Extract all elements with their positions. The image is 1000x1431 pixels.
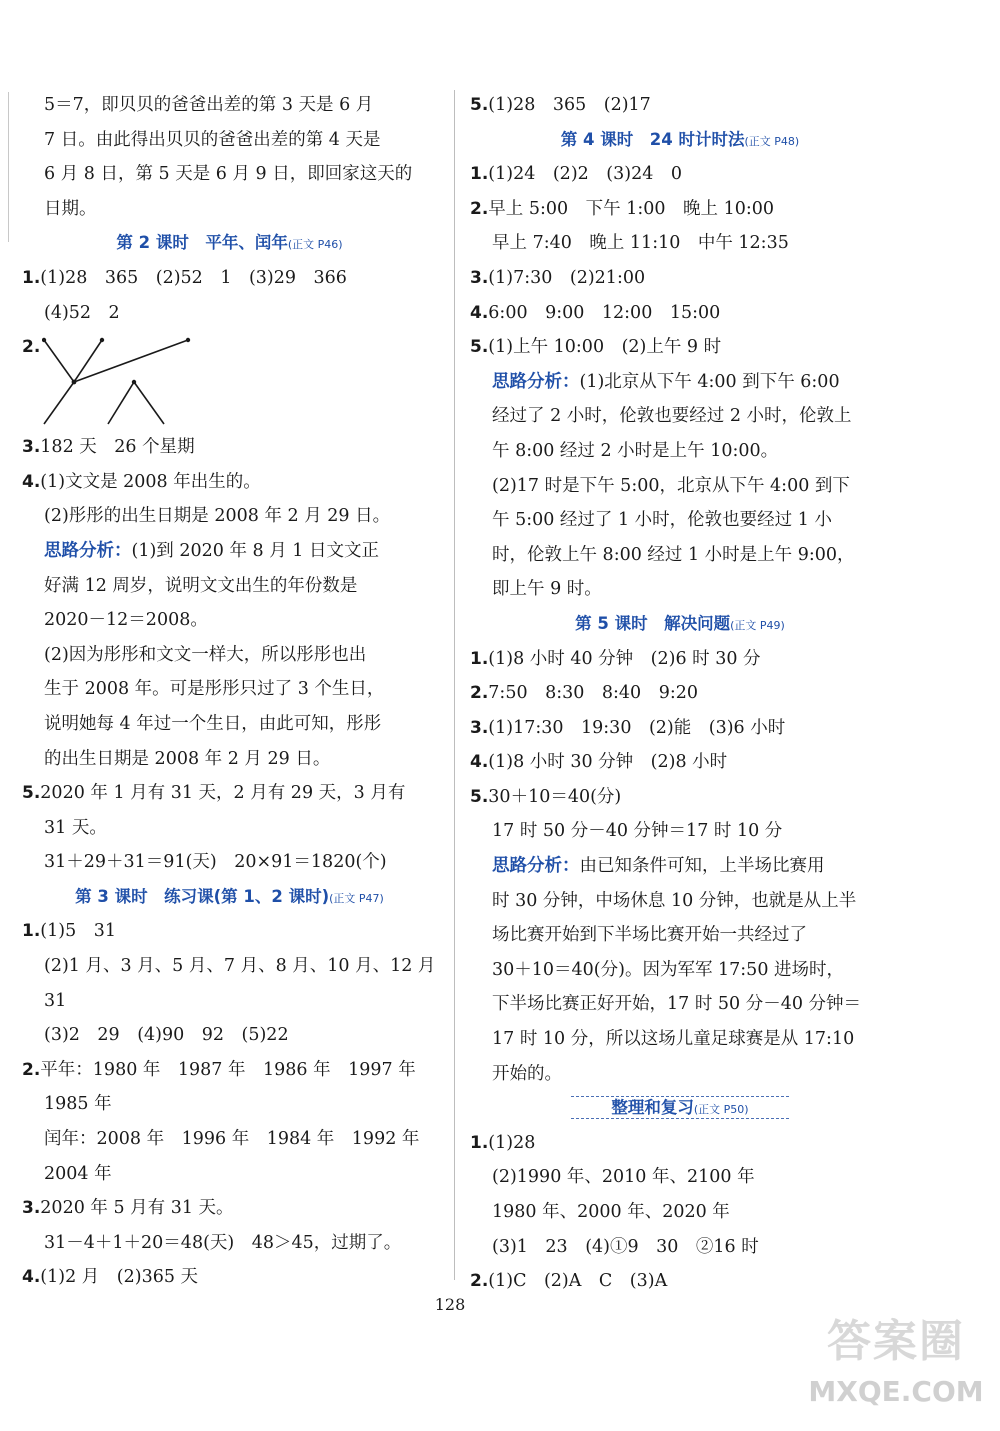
section-heading-lesson-5 bbox=[470, 607, 890, 642]
heading-title: 第 5 课时 解决问题 bbox=[575, 613, 731, 633]
answer-line bbox=[22, 430, 437, 465]
analysis-line: 场比赛开始到下半场比赛开始一共经过了 bbox=[492, 925, 807, 946]
analysis-line: 的出生日期是 2008 年 2 月 29 日。 bbox=[44, 748, 331, 769]
heading-title: 第 4 课时 24 时计时法 bbox=[560, 129, 745, 149]
question-number: 1. bbox=[22, 921, 41, 942]
question-number: 3. bbox=[22, 1198, 41, 1219]
question-number: 4. bbox=[470, 302, 489, 323]
diagram-line bbox=[134, 382, 164, 424]
watermark-logo bbox=[806, 1305, 986, 1425]
left-column bbox=[22, 88, 437, 1295]
answer-text: (1)28 365 (2)17 bbox=[488, 95, 651, 115]
page-number: 128 bbox=[434, 1295, 466, 1314]
answer-line bbox=[22, 776, 437, 811]
diagram-dot bbox=[100, 338, 104, 342]
heading-ref: (正文 P47) bbox=[329, 891, 384, 905]
answer-line: (2)1 月、3 月、5 月、7 月、8 月、10 月、12 月 bbox=[44, 956, 436, 977]
diagram-line bbox=[44, 340, 74, 382]
analysis-line: 时，伦敦上午 8:00 经过 1 小时是上午 9:00， bbox=[492, 544, 855, 565]
column-divider bbox=[454, 90, 455, 1280]
analysis-text: (1)北京从下午 4:00 到下午 6:00 bbox=[579, 371, 840, 392]
diagram-line bbox=[108, 382, 134, 424]
answer-line bbox=[470, 642, 890, 677]
answer-line: 17 时 50 分－40 分钟＝17 时 10 分 bbox=[492, 821, 783, 842]
analysis-line: 30＋10＝40(分)。因为军军 17:50 进场时， bbox=[492, 959, 845, 980]
analysis-line: 好满 12 周岁，说明文文出生的年份数是 bbox=[44, 575, 358, 596]
answer-text: (1)28 bbox=[488, 1132, 536, 1153]
diagram-dot bbox=[186, 338, 190, 342]
answer-text: (1)上午 10:00 (2)上午 9 时 bbox=[488, 337, 722, 358]
analysis-line: 2020－12＝2008。 bbox=[44, 610, 208, 631]
question-number: 2. bbox=[470, 1271, 489, 1292]
answer-text: 2020 年 1 月有 31 天，2 月有 29 天，3 月有 bbox=[40, 783, 406, 804]
answer-line bbox=[22, 914, 437, 949]
analysis-line: 开始的。 bbox=[492, 1063, 562, 1084]
heading-title: 第 3 课时 练习课(第 1、2 课时) bbox=[75, 886, 330, 906]
analysis-label: 思路分析： bbox=[492, 856, 580, 877]
analysis-line: 经过了 2 小时，伦敦也要经过 2 小时，伦敦上 bbox=[492, 406, 852, 427]
diagram-dot bbox=[42, 338, 46, 342]
question-number: 2. bbox=[22, 1059, 41, 1080]
analysis-line: 下半场比赛正好开始，17 时 50 分－40 分钟＝ bbox=[492, 994, 862, 1015]
heading-ref: (正文 P48) bbox=[744, 134, 800, 148]
answer-line: (4)52 2 bbox=[44, 302, 120, 323]
analysis-line bbox=[470, 849, 890, 884]
section-heading-review bbox=[470, 1091, 890, 1126]
answer-line bbox=[470, 676, 890, 711]
answer-line: (2)彤彤的出生日期是 2008 年 2 月 29 日。 bbox=[44, 506, 391, 527]
answer-line: 1985 年 bbox=[44, 1094, 112, 1115]
answer-line bbox=[470, 1264, 890, 1299]
question-number: 4. bbox=[22, 1267, 41, 1288]
answer-text: (1)文文是 2008 年出生的。 bbox=[40, 471, 261, 492]
answer-line bbox=[470, 192, 890, 227]
diagram-dot bbox=[72, 380, 77, 385]
answer-text: (1)8 小时 30 分钟 (2)8 小时 bbox=[488, 752, 728, 773]
answer-text: (1)5 31 bbox=[40, 921, 116, 942]
answer-text: (1)7:30 (2)21:00 bbox=[488, 267, 646, 288]
answer-text: 7:50 8:30 8:40 9:20 bbox=[488, 683, 698, 704]
analysis-line: (2)因为彤彤和文文一样大，所以彤彤也出 bbox=[44, 644, 367, 665]
answer-text: 平年：1980 年 1987 年 1986 年 1997 年 bbox=[40, 1059, 416, 1080]
intro-line: 6 月 8 日，第 5 天是 6 月 9 日，即回家这天的 bbox=[44, 164, 413, 185]
answer-line bbox=[470, 711, 890, 746]
question-number: 1. bbox=[22, 267, 41, 288]
answer-line bbox=[470, 88, 890, 123]
question-number: 1. bbox=[470, 164, 489, 185]
question-number: 2. bbox=[22, 337, 41, 358]
analysis-line: 午 5:00 经过了 1 小时，伦敦也要经过 1 小 bbox=[492, 510, 832, 531]
answer-line bbox=[470, 745, 890, 780]
answer-text: (1)8 小时 40 分钟 (2)6 时 30 分 bbox=[488, 648, 761, 669]
heading-title: 第 2 课时 平年、闰年 bbox=[116, 233, 288, 253]
question-number: 1. bbox=[470, 1132, 489, 1153]
matching-lines-diagram bbox=[42, 332, 202, 428]
answer-line: 31 bbox=[44, 990, 67, 1011]
page-edge-mark bbox=[8, 92, 9, 242]
analysis-line: 生于 2008 年。可是彤彤只过了 3 个生日， bbox=[44, 679, 385, 700]
section-heading-lesson-2 bbox=[22, 226, 437, 261]
answer-line: 31 天。 bbox=[44, 817, 107, 838]
answer-text: (1)2 月 (2)365 天 bbox=[40, 1267, 199, 1288]
matching-diagram-row bbox=[22, 330, 437, 430]
right-column bbox=[470, 88, 890, 1299]
heading-title: 整理和复习 bbox=[611, 1098, 694, 1118]
question-number: 4. bbox=[22, 471, 41, 492]
question-number: 5. bbox=[470, 786, 489, 807]
answer-line bbox=[470, 296, 890, 331]
question-number: 5. bbox=[22, 783, 41, 804]
question-number: 3. bbox=[22, 437, 41, 458]
heading-ref: (正文 P46) bbox=[287, 238, 343, 252]
answer-line: 2004 年 bbox=[44, 1163, 112, 1184]
question-number: 3. bbox=[470, 267, 489, 288]
question-number: 2. bbox=[470, 683, 489, 704]
diagram-line bbox=[44, 382, 74, 424]
heading-box bbox=[571, 1096, 788, 1119]
answer-line bbox=[470, 261, 890, 296]
question-number: 5. bbox=[470, 95, 489, 115]
answer-text: 6:00 9:00 12:00 15:00 bbox=[488, 302, 721, 323]
analysis-label: 思路分析： bbox=[44, 540, 132, 561]
question-number: 2. bbox=[470, 198, 489, 219]
section-heading-lesson-3 bbox=[22, 880, 437, 915]
analysis-line: 17 时 10 分，所以这场儿童足球赛是从 17:10 bbox=[492, 1029, 855, 1050]
analysis-line bbox=[22, 534, 437, 569]
analysis-line bbox=[470, 365, 890, 400]
analysis-line: 说明她每 4 年过一个生日，由此可知，彤彤 bbox=[44, 713, 382, 734]
analysis-line: 午 8:00 经过 2 小时是上午 10:00。 bbox=[492, 440, 779, 461]
answer-line bbox=[470, 330, 890, 365]
answer-line bbox=[22, 465, 437, 500]
question-number: 3. bbox=[470, 717, 489, 738]
answer-line: 1980 年、2000 年、2020 年 bbox=[492, 1202, 730, 1222]
section-heading-lesson-4 bbox=[470, 123, 890, 158]
answer-text: 2020 年 5 月有 31 天。 bbox=[40, 1198, 234, 1219]
answer-line bbox=[470, 780, 890, 815]
intro-line: 日期。 bbox=[44, 198, 97, 219]
answer-line bbox=[470, 1126, 890, 1161]
answer-text: 182 天 26 个星期 bbox=[40, 437, 195, 458]
question-number: 1. bbox=[470, 648, 489, 669]
diagram-dot bbox=[132, 380, 136, 384]
answer-text: (1)28 365 (2)52 1 (3)29 366 bbox=[40, 267, 347, 288]
answer-line bbox=[22, 1053, 437, 1088]
answer-line: 早上 7:40 晚上 11:10 中午 12:35 bbox=[492, 233, 789, 254]
analysis-text: 由已知条件可知，上半场比赛用 bbox=[579, 856, 825, 877]
answer-line bbox=[470, 157, 890, 192]
intro-line: 5＝7，即贝贝的爸爸出差的第 3 天是 6 月 bbox=[44, 95, 374, 115]
answer-line bbox=[22, 261, 437, 296]
answer-text: 早上 5:00 下午 1:00 晚上 10:00 bbox=[488, 198, 775, 219]
question-number: 5. bbox=[470, 337, 489, 358]
answer-text: (1)C (2)A C (3)A bbox=[488, 1271, 668, 1292]
answer-line: (3)1 23 (4)①9 30 ②16 时 bbox=[492, 1236, 759, 1257]
answer-line: 31－4＋1＋20＝48(天) 48＞45，过期了。 bbox=[44, 1232, 402, 1253]
analysis-line: (2)17 时是下午 5:00，北京从下午 4:00 到下 bbox=[492, 475, 850, 496]
analysis-text: (1)到 2020 年 8 月 1 日文文正 bbox=[131, 540, 379, 561]
diagram-line bbox=[74, 340, 102, 382]
heading-ref: (正文 P49) bbox=[730, 618, 785, 632]
diagram-line bbox=[74, 340, 188, 382]
intro-line: 7 日。由此得出贝贝的爸爸出差的第 4 天是 bbox=[44, 129, 381, 150]
answer-text: 30＋10＝40(分) bbox=[488, 786, 622, 807]
answer-line bbox=[22, 1191, 437, 1226]
answer-line: (2)1990 年、2010 年、2100 年 bbox=[492, 1167, 755, 1188]
answer-line: 31＋29＋31＝91(天) 20×91＝1820(个) bbox=[44, 852, 387, 873]
answer-text: (1)17:30 19:30 (2)能 (3)6 小时 bbox=[488, 717, 786, 738]
analysis-line: 即上午 9 时。 bbox=[492, 579, 602, 600]
answer-line: (3)2 29 (4)90 92 (5)22 bbox=[44, 1025, 289, 1046]
answer-line: 闰年：2008 年 1996 年 1984 年 1992 年 bbox=[44, 1129, 420, 1150]
analysis-label: 思路分析： bbox=[492, 371, 580, 392]
analysis-line: 时 30 分钟，中场休息 10 分钟，也就是从上半 bbox=[492, 890, 857, 911]
question-number: 4. bbox=[470, 752, 489, 773]
answer-line bbox=[22, 1260, 437, 1295]
watermark-title: 答案圈 bbox=[827, 1316, 965, 1367]
heading-ref: (正文 P50) bbox=[693, 1103, 749, 1117]
answer-text: (1)24 (2)2 (3)24 0 bbox=[488, 164, 682, 185]
watermark-url: MXQE.COM bbox=[808, 1375, 984, 1408]
